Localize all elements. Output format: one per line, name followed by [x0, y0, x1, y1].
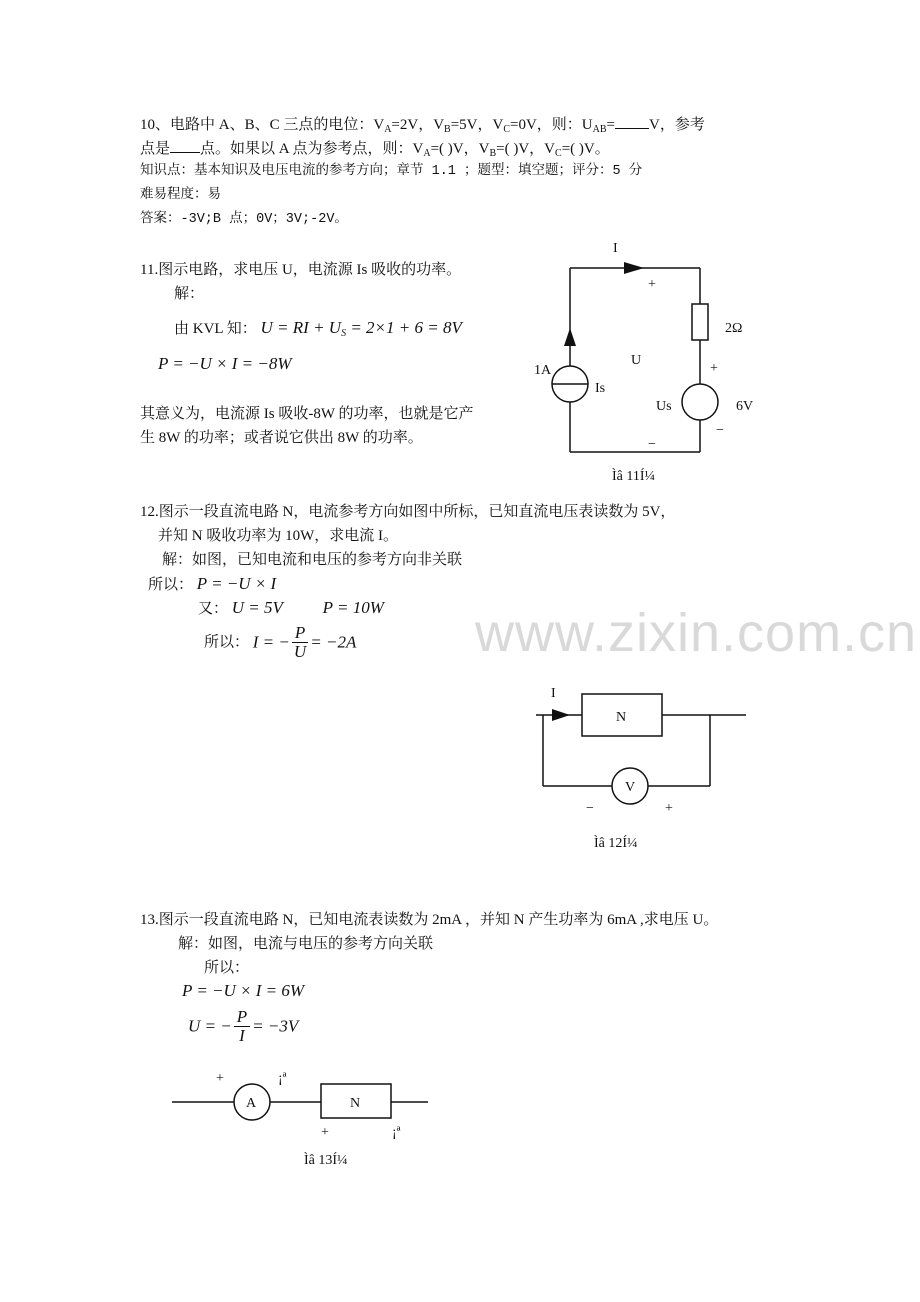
q11-minus-us: −	[716, 423, 724, 438]
q12-meter-label: V	[625, 780, 636, 795]
q10-sub: B	[444, 124, 451, 135]
q13-caption: Ìâ 13Í¼	[304, 1153, 348, 1168]
q11-kvl-rest: = 2×1 + 6 = 8V	[346, 318, 462, 337]
q10-sub: AB	[592, 124, 607, 135]
q12-fraction-num: P	[292, 624, 308, 643]
q13-fraction-den: I	[239, 1026, 245, 1045]
q10-sub: A	[384, 124, 392, 135]
q10-sub: C	[555, 148, 562, 159]
q12-so-label: 所以：	[204, 634, 250, 651]
q10-text: V，参考	[649, 117, 705, 133]
q11-caption: Ìâ 11Í¼	[612, 469, 656, 484]
q12-i-rhs: = −2A	[310, 632, 357, 652]
q11-resistor-label: 2Ω	[725, 321, 743, 336]
q13-p-eq: P = −U × I = 6W	[182, 981, 305, 1000]
q10-text: 10、电路中 A、B、C 三点的电位：V	[140, 117, 385, 133]
q11-title: 11.图示电路，求电压 U，电流源 Is 吸收的功率。	[140, 262, 462, 278]
q12-plus: +	[665, 801, 673, 816]
q13-u-lhs: U = −	[188, 1016, 232, 1036]
q12-current-label: I	[551, 686, 556, 701]
q13-fraction-num: P	[234, 1008, 250, 1027]
q10-text: =( )V，V	[430, 141, 490, 157]
q13-so-label: 所以：	[204, 960, 250, 976]
q12-title-2: 并知 N 吸收功率为 10W，求电流 I。	[158, 528, 398, 544]
q11-plus-us: +	[710, 361, 718, 376]
q11-kvl-sub: S	[341, 328, 347, 339]
q10-text: =5V，V	[450, 117, 504, 133]
q11-solve: 解：	[174, 286, 205, 302]
q10-meta: 知识点：基本知识及电压电流的参考方向；章节 1.1 ；题型：填空题；评分：5 分	[140, 164, 643, 179]
q13-minus-top: ¡ª	[278, 1071, 287, 1086]
q11-source-current: 1A	[534, 363, 552, 378]
q12-i-lhs: I = −	[252, 632, 290, 652]
watermark: www.zixin.com.cn	[475, 603, 918, 663]
q11-power-eq: P = −U × I = −8W	[158, 354, 292, 373]
q13-plus-left: +	[216, 1071, 224, 1086]
q10-text: =( )V。	[561, 141, 610, 157]
q11-kvl-label: 由 KVL 知：	[174, 321, 257, 337]
q12-p-value: P = 10W	[322, 598, 384, 617]
q11-meaning-2: 生 8W 的功率；或者说它供出 8W 的功率。	[140, 430, 423, 446]
q10-text: 点是	[140, 141, 171, 157]
q10-text: 点。如果以 A 点为参考点，则：V	[200, 141, 424, 157]
q13-minus-bottom: ¡ª	[392, 1125, 401, 1140]
q11-plus-top: +	[648, 277, 656, 292]
q10-sub: B	[489, 148, 497, 159]
q11-us-value: 6V	[736, 399, 754, 414]
q10-sub: A	[423, 148, 431, 159]
q10-text: =0V，则：U	[510, 117, 593, 133]
q10-sub: C	[503, 124, 511, 135]
q12-so-label: 所以：	[148, 577, 194, 593]
q13-meter-label: A	[246, 1096, 257, 1111]
q12-solve: 解：如图，已知电流和电压的参考方向非关联	[162, 552, 463, 568]
q11-kvl-eq-text: U = RI + U	[260, 318, 342, 337]
q11-source-name: Is	[595, 381, 606, 396]
q12-u-value: U = 5V	[231, 598, 283, 617]
q12-caption: Ìâ 12Í¼	[594, 836, 638, 851]
q11-meaning-1: 其意义为，电流源 Is 吸收-8W 的功率，也就是它产	[140, 406, 474, 422]
q11-voltage-label: U	[631, 353, 642, 368]
q11-current-label: I	[613, 241, 618, 256]
q13-plus-bottom: +	[321, 1125, 329, 1140]
q10-text: =( )V，V	[496, 141, 556, 157]
q12-box-label: N	[616, 710, 627, 725]
q13-solve: 解：如图，电流与电压的参考方向关联	[178, 936, 434, 952]
q11-minus-bottom: −	[648, 437, 656, 452]
q10-difficulty: 难易程度：易	[140, 188, 221, 203]
q13-title: 13.图示一段直流电路 N，已知电流表读数为 2mA ，并知 N 产生功率为 6mA ,求电压 U。	[140, 912, 719, 928]
q13-u-rhs: = −3V	[252, 1016, 299, 1036]
q12-also-label: 又：	[198, 601, 229, 617]
q12-p-formula: P = −U × I	[196, 574, 277, 593]
q10-text: =	[606, 117, 616, 133]
q12-minus: −	[586, 801, 594, 816]
q12-fraction-den: U	[293, 642, 307, 661]
q13-box-label: N	[350, 1096, 361, 1111]
q10-answer: 答案：-3V;B 点；0V；3V;-2V。	[140, 212, 348, 227]
q12-title-1: 12.图示一段直流电路 N，电流参考方向如图中所标，已知直流电压表读数为 5V，	[140, 504, 676, 520]
q11-us-name: Us	[656, 399, 672, 414]
q10-text: =2V，V	[391, 117, 445, 133]
